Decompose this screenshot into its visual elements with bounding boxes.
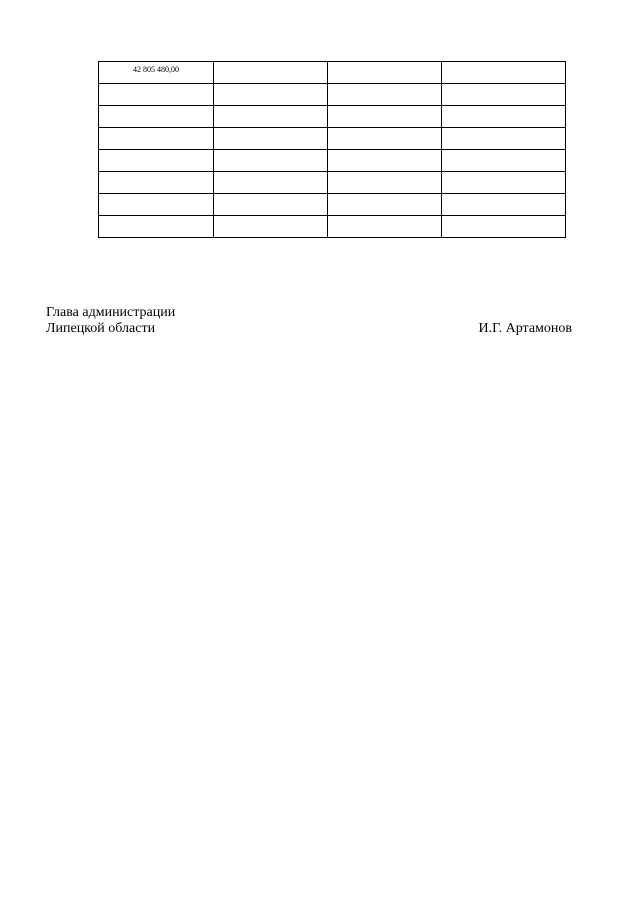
table-cell: 42 805 480,00: [99, 62, 214, 84]
table-cell: [99, 128, 214, 150]
table-row: [99, 194, 566, 216]
table-cell: [328, 150, 442, 172]
table-cell: [214, 106, 328, 128]
table-cell: [99, 216, 214, 238]
table-cell: [214, 194, 328, 216]
table-cell: [99, 150, 214, 172]
table-cell: [99, 194, 214, 216]
table-cell: [328, 62, 442, 84]
table-cell: [328, 172, 442, 194]
table-cell: [214, 84, 328, 106]
table-cell: [214, 172, 328, 194]
table-cell: [442, 84, 566, 106]
table-cell: [328, 84, 442, 106]
signatory-position-line1: Глава администрации: [46, 305, 176, 320]
table-cell: [328, 216, 442, 238]
table-cell: [442, 128, 566, 150]
data-table: [98, 61, 566, 238]
table-cell: [214, 128, 328, 150]
table-cell: [99, 172, 214, 194]
table-cell: [328, 128, 442, 150]
table-cell: [328, 194, 442, 216]
signature-block: [46, 305, 572, 337]
table-row: [99, 172, 566, 194]
table-row: [99, 150, 566, 172]
table-row: [99, 216, 566, 238]
table-cell: [442, 172, 566, 194]
table-cell: [442, 216, 566, 238]
table-cell: [214, 150, 328, 172]
table-cell: [214, 216, 328, 238]
signature-line-2: [46, 321, 572, 337]
signatory-position-line2: Липецкой области: [46, 321, 156, 336]
table-cell: [442, 106, 566, 128]
signature-line-1: [46, 305, 572, 321]
signatory-name: И.Г. Артамонов: [478, 321, 572, 336]
table-cell: [328, 106, 442, 128]
table-cell: [442, 62, 566, 84]
table-cell: [99, 84, 214, 106]
table-row: [99, 84, 566, 106]
table-cell: [442, 150, 566, 172]
table-row: [99, 106, 566, 128]
table-row: [99, 128, 566, 150]
table-cell: [99, 106, 214, 128]
table-cell: [214, 62, 328, 84]
table-row: [99, 62, 566, 84]
table-cell: [442, 194, 566, 216]
